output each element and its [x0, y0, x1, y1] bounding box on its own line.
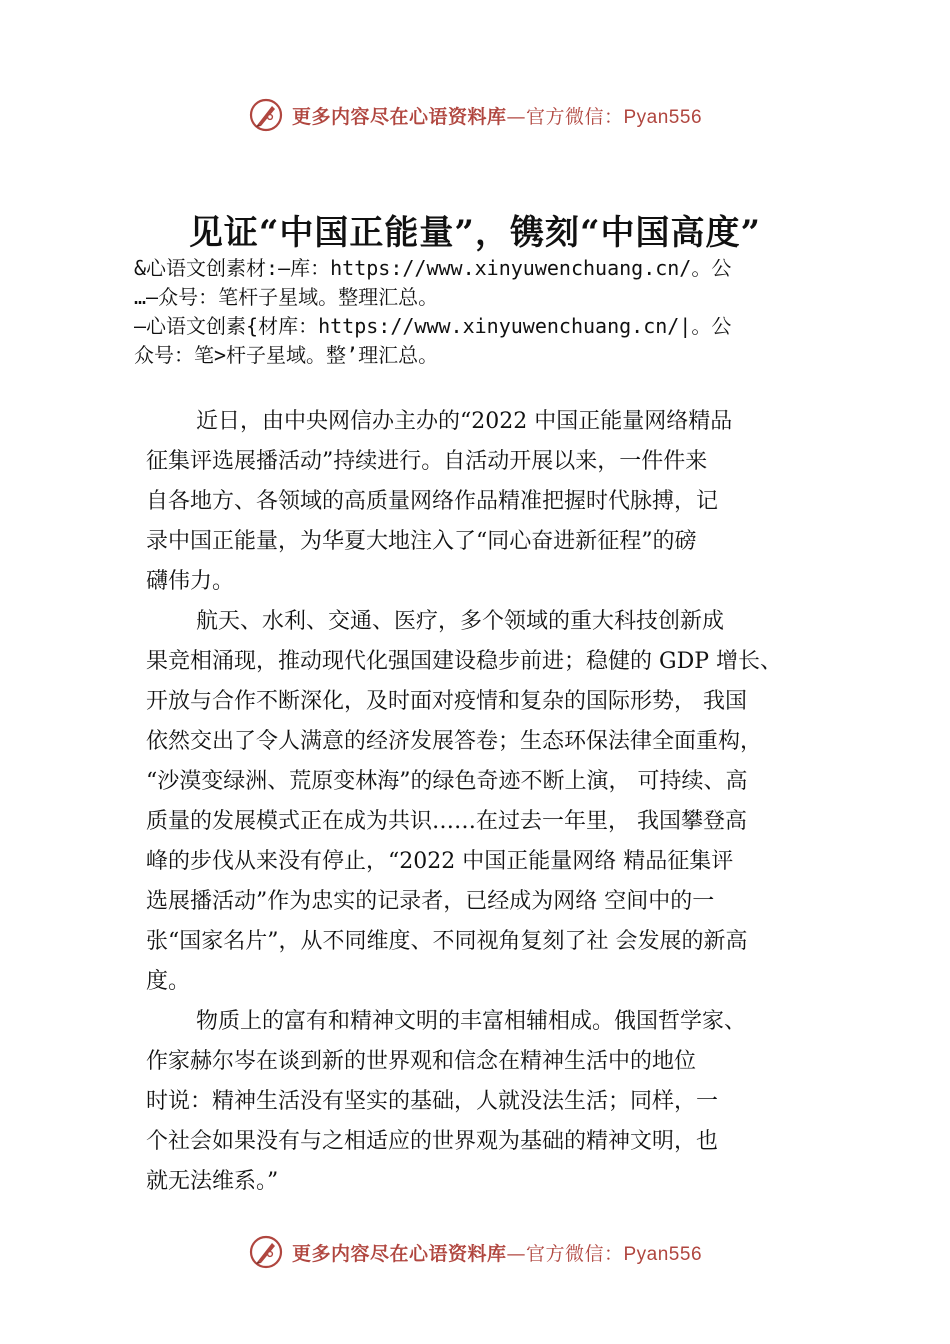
source-line: &心语文创素材:—库：https://www.xinyuwenchuang.cn/。公 — [134, 256, 732, 280]
text-line: 自各地方、各领域的高质量网络作品精准把握时代脉搏，记 — [146, 489, 719, 514]
source-line: —心语文创素{材库：https://www.xinyuwenchuang.cn/|。公 — [134, 314, 732, 338]
article-body — [146, 402, 834, 1202]
text-line: 航天、水利、交通、医疗，多个领域的重大科技创新成 — [196, 609, 725, 634]
text-line: 依然交出了令人满意的经济发展答卷；生态环保法律全面重构， — [146, 729, 763, 754]
text-line: 征集评选展播活动”持续进行。自活动开展以来，一件件来 — [146, 449, 708, 474]
watermark-banner-bottom — [0, 1230, 950, 1274]
pen-logo-icon — [248, 97, 284, 133]
text-line: “沙漠变绿洲、荒原变林海”的绿色奇迹不断上演， 可持续、高 — [146, 769, 748, 794]
text-line: 礴伟力。 — [146, 569, 235, 594]
text-line: 开放与合作不断深化，及时面对疫情和复杂的国际形势， 我国 — [146, 689, 747, 714]
text-line: 录中国正能量，为华夏大地注入了“同心奋进新征程”的磅 — [146, 529, 697, 554]
watermark-wechat-id: Pyan556 — [623, 1243, 703, 1265]
watermark-separator: — — [506, 1242, 526, 1265]
paragraph-1 — [146, 402, 834, 602]
watermark-separator: — — [506, 105, 526, 128]
watermark-banner-top — [0, 93, 950, 137]
source-line: 众号：笔>杆子星域。整’理汇总。 — [134, 343, 439, 367]
text-line: 张“国家名片”，从不同维度、不同视角复刻了社 会发展的新高 — [146, 929, 748, 954]
paragraph-3 — [146, 1002, 834, 1202]
text-line: 近日，由中央网信办主办的“2022 中国正能量网络精品 — [196, 409, 733, 434]
text-line: 就无法维系。” — [146, 1169, 279, 1194]
text-line: 个社会如果没有与之相适应的世界观为基础的精神文明，也 — [146, 1129, 719, 1154]
text-line: 物质上的富有和精神文明的丰富相辅相成。俄国哲学家、 — [196, 1009, 747, 1034]
watermark-text — [292, 102, 702, 129]
text-line: 时说：精神生活没有坚实的基础，人就没法生活；同样，一 — [146, 1089, 719, 1114]
watermark-wechat-label: 官方微信： — [525, 1242, 624, 1265]
source-line: …—众号：笔杆子星域。整理汇总。 — [134, 285, 439, 309]
text-line: 选展播活动”作为忠实的记录者，已经成为网络 空间中的一 — [146, 889, 715, 914]
pen-logo-icon — [248, 1234, 284, 1270]
text-line: 度。 — [146, 969, 191, 994]
watermark-wechat-label: 官方微信： — [525, 105, 624, 128]
text-line: 作家赫尔岑在谈到新的世界观和信念在精神生活中的地位 — [146, 1049, 697, 1074]
document-title: 见证“中国正能量”，镌刻“中国高度” — [188, 213, 762, 253]
watermark-text — [292, 1239, 702, 1266]
source-notes — [134, 254, 834, 370]
watermark-brand: 更多内容尽在心语资料库 — [291, 105, 507, 128]
watermark-wechat-id: Pyan556 — [623, 106, 703, 128]
text-line: 峰的步伐从来没有停止，“2022 中国正能量网络 精品征集评 — [146, 849, 734, 874]
text-line: 果竞相涌现，推动现代化强国建设稳步前进；稳健的 GDP 增长、 — [146, 649, 783, 674]
text-line: 质量的发展模式正在成为共识……在过去一年里， 我国攀登高 — [146, 809, 747, 834]
paragraph-2 — [146, 602, 834, 1002]
watermark-brand: 更多内容尽在心语资料库 — [291, 1242, 507, 1265]
